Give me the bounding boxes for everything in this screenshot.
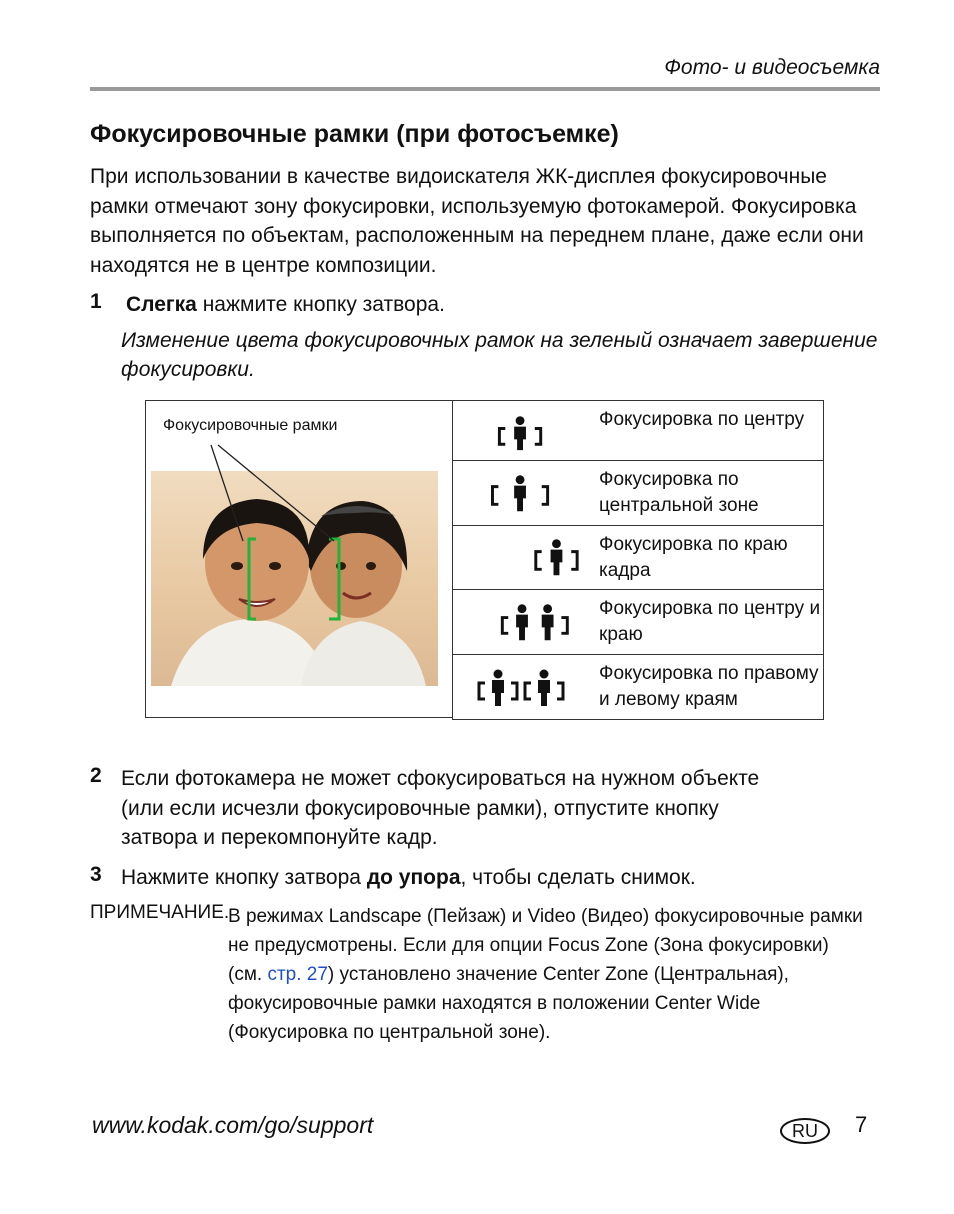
page-27-link[interactable]: стр. 27 [267, 964, 328, 985]
step-number: 1 [90, 290, 102, 313]
photo-label: Фокусировочные рамки [163, 417, 338, 434]
note-text [228, 902, 868, 1047]
support-url[interactable]: www.kodak.com/go/support [92, 1112, 374, 1138]
header-divider [90, 87, 880, 91]
focus-mode-label: Фокусировка по центру и краю [599, 598, 821, 645]
focus-mode-label: Фокусировка по центральной зоне [599, 469, 759, 516]
focus-frames-figure [145, 400, 452, 718]
step-1-rest: нажмите кнопку затвора. [196, 293, 445, 316]
focus-mode-row [453, 655, 823, 719]
center-edge-focus-icon [453, 590, 593, 654]
step-2-number: 2 [90, 764, 102, 787]
center-focus-icon [453, 401, 593, 460]
note-text-pre: В режимах Landscape (Пейзаж) и Video (Видео) фокусировочные рамки не предусмотрены. Если для опции Focus Zone (Зона фокусировки) (см. [228, 906, 863, 985]
center-zone-focus-icon [453, 461, 593, 525]
focus-mode-label: Фокусировка по правому и левому краям [599, 663, 819, 710]
label-pointer-lines [146, 401, 453, 719]
page-number: 7 [855, 1112, 868, 1137]
focus-mode-row [453, 526, 823, 590]
focus-mode-label: Фокусировка по центру [599, 409, 805, 430]
left-right-focus-icon [453, 655, 593, 719]
step-3-pre: Нажмите кнопку затвора [121, 866, 367, 889]
step-1-text [126, 290, 445, 320]
focus-mode-row [453, 590, 823, 655]
step-2-text: Если фотокамера не может сфокусироваться на нужном объекте (или если исчезли фокусировочные рамки), отпустите кнопку затвора и перекомпонуйте кадр. [121, 767, 760, 849]
focus-modes-table [452, 400, 824, 720]
intro-paragraph: При использовании в качестве видоискателя ЖК-дисплея фокусировочные рамки отмечают зону фокусировки, используемую фотокамерой. Фокусировка выполняется по объектам, расположенным на переднем плане, даже если они находятся не в центре композиции. [90, 165, 864, 277]
note-label: ПРИМЕЧАНИЕ. [90, 902, 230, 923]
step-1-result: Изменение цвета фокусировочных рамок на зеленый означает завершение фокусировки. [121, 329, 878, 381]
note-text-post: ) установлено значение Center Zone (Центральная), фокусировочные рамки находятся в положении Center Wide (Фокусировка по центральной зоне). [228, 964, 789, 1043]
page-title: Фокусировочные рамки (при фотосъемке) [90, 120, 619, 148]
language-badge: RU [780, 1118, 830, 1144]
step-3-number: 3 [90, 863, 102, 886]
focus-mode-row [453, 461, 823, 526]
focus-mode-label: Фокусировка по краю кадра [599, 534, 788, 581]
focus-mode-row [453, 401, 823, 461]
step-3-bold: до упора [366, 866, 461, 889]
step-1 [90, 290, 102, 314]
step-3-post: , чтобы сделать снимок. [460, 866, 696, 889]
section-header: Фото- и видеосъемка [664, 56, 880, 79]
step-3-text [121, 863, 696, 893]
edge-focus-icon [453, 526, 593, 589]
step-1-bold: Слегка [126, 293, 197, 316]
